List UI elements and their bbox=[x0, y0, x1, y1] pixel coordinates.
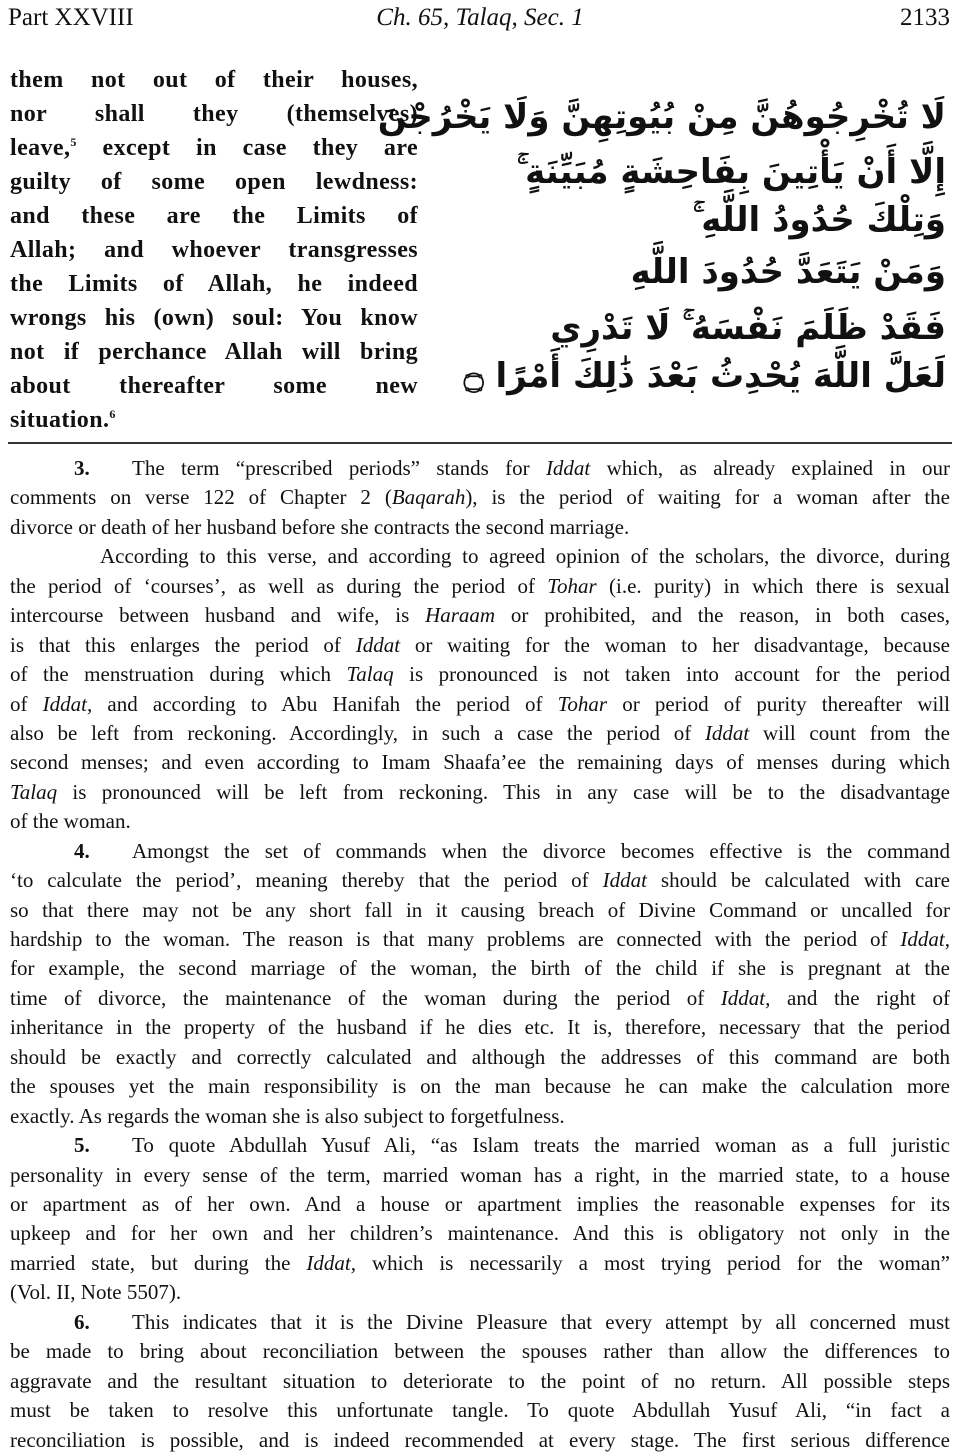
note-number: 5. bbox=[74, 1133, 90, 1158]
note-paragraph-start: 5. To quote Abdullah Yusuf Ali, “as Islam treats the married woman as a full juristic bbox=[74, 1133, 950, 1158]
note-line: exactly. As regards the woman she is also subject to forgetfulness. bbox=[10, 1103, 565, 1128]
verse-line: and these are the Limits of bbox=[10, 203, 418, 229]
verse-line: them not out of their houses, bbox=[10, 67, 418, 93]
arabic-line: وَتِلْكَ حُدُودُ اللَّهِ ۚ bbox=[692, 200, 946, 240]
italic-term: Tohar bbox=[547, 573, 597, 598]
note-line: also be left from reckoning. Accordingly, in such a case the period of Iddat will count from the bbox=[10, 720, 950, 745]
italic-term: Haraam bbox=[425, 603, 496, 628]
note-line: or apartment as of her own. And a house or apartment implies the reasonable expenses for its bbox=[10, 1192, 950, 1216]
italic-term: Iddat, bbox=[720, 985, 771, 1010]
verse-line: leave,$^5$ except in case they are bbox=[10, 135, 418, 161]
note-number: 3. bbox=[74, 456, 90, 480]
note-line: of the woman. bbox=[10, 809, 131, 834]
footnote-ref: 5 bbox=[70, 135, 77, 149]
note-line: upkeep and for her own and her children’s maintenance. And this is obligatory not only in the bbox=[10, 1221, 950, 1246]
arabic-line: إِلَّا أَنْ يَأْتِينَ بِفَاحِشَةٍ مُبَيِّنَةٍ ۚ bbox=[516, 152, 946, 192]
note-line: Talaq is pronounced will be left from reckoning. This in any case will be to the disadvantage bbox=[10, 779, 950, 804]
italic-term: Baqarah bbox=[391, 485, 466, 510]
italic-term: Iddat bbox=[355, 632, 401, 657]
note-paragraph-start: 3. The term “prescribed periods” stands for Iddat which, as already explained in our bbox=[74, 456, 950, 480]
note-line: intercourse between husband and wife, is Haraam or prohibited, and the reason, in both cases, bbox=[10, 603, 950, 628]
note-line: aggravate and the resultant situation to deteriorate to the point of no return. All possible steps bbox=[10, 1368, 950, 1393]
italic-term: Iddat, bbox=[306, 1250, 356, 1275]
note-line: reconciliation is possible, and is indeed recommended at every stage. The first serious difference bbox=[10, 1427, 950, 1452]
note-paragraph-start: According to this verse, and according to agreed opinion of the scholars, the divorce, during bbox=[100, 544, 950, 569]
footnote-ref: 6 bbox=[109, 407, 116, 421]
part-label: Part XXVIII bbox=[8, 4, 134, 31]
italic-term: Talaq bbox=[346, 662, 394, 687]
verse-line: situation.$^6$ bbox=[10, 407, 116, 433]
divider bbox=[8, 442, 952, 444]
note-line: divorce or death of her husband before she contracts the second marriage. bbox=[10, 514, 630, 539]
page-number: 2133 bbox=[900, 4, 950, 31]
note-line: the spouses yet the main responsibility is on the man because he can make the calculation more bbox=[10, 1074, 950, 1099]
italic-term: Iddat bbox=[545, 456, 591, 480]
note-line: (Vol. II, Note 5507). bbox=[10, 1280, 182, 1305]
verse-line: about thereafter some new bbox=[10, 373, 418, 399]
italic-term: Talaq bbox=[10, 779, 58, 804]
arabic-line: لَعَلَّ اللَّهَ يُحْدِثُ بَعْدَ ذَٰلِكَ أَمْرًا ۝ bbox=[463, 356, 946, 396]
note-line: the period of ‘courses’, as well as during the period of Tohar (i.e. purity) in which there is sexual bbox=[10, 573, 950, 598]
note-line: so that there may not be any short fall in it causing breach of Divine Command or uncalled for bbox=[10, 897, 950, 922]
verse-line: wrongs his (own) soul: You know bbox=[10, 305, 418, 331]
verse-line: guilty of some open lewdness: bbox=[10, 169, 418, 195]
note-line: of Iddat, and according to Abu Hanifah the period of Tohar or period of purity thereafter will bbox=[10, 691, 950, 716]
italic-term: Iddat bbox=[704, 720, 750, 745]
arabic-line: لَا تُخْرِجُوهُنَّ مِنْ بُيُوتِهِنَّ وَلَا يَخْرُجْنَ bbox=[377, 97, 946, 137]
note-line: is that this enlarges the period of Iddat or waiting for the woman to her disadvantage, because bbox=[10, 632, 950, 657]
italic-term: Iddat, bbox=[42, 691, 93, 716]
note-line: second menses; and even according to Imam Shaafa’ee the remaining days of menses during which bbox=[10, 750, 950, 775]
note-line: married state, but during the Iddat, which is necessarily a most trying period for the woman” bbox=[10, 1250, 950, 1275]
note-line: inheritance in the property of the husband if he dies etc. It is, therefore, necessary that the period bbox=[10, 1015, 950, 1040]
note-paragraph-start: 4. Amongst the set of commands when the divorce becomes effective is the command bbox=[74, 838, 950, 863]
italic-term: Tohar bbox=[557, 691, 608, 716]
note-line: be made to bring about reconciliation between the spouses rather than allow the differences to bbox=[10, 1339, 950, 1364]
chapter-heading: Ch. 65, Talaq, Sec. 1 bbox=[376, 4, 584, 31]
note-line: must be taken to resolve this unfortunate tangle. To quote Abdullah Yusuf Ali, “in fact a bbox=[10, 1398, 950, 1423]
note-number: 6. bbox=[74, 1309, 90, 1334]
note-line: ‘to calculate the period’, meaning thereby that the period of Iddat should be calculated with care bbox=[10, 868, 950, 893]
note-line: comments on verse 122 of Chapter 2 (Baqarah), is the period of waiting for a woman after the bbox=[10, 485, 950, 510]
note-paragraph-start: 6. This indicates that it is the Divine Pleasure that every attempt by all concerned must bbox=[74, 1309, 950, 1334]
verse-line: nor shall they (themselves) bbox=[10, 101, 418, 127]
italic-term: Iddat bbox=[602, 868, 647, 893]
arabic-line: فَقَدْ ظَلَمَ نَفْسَهُ ۚ لَا تَدْرِي bbox=[550, 308, 946, 348]
note-line: of the menstruation during which Talaq is pronounced is not taken into account for the period bbox=[10, 662, 950, 687]
note-line: hardship to the woman. The reason is that many problems are connected with the period of Iddat, bbox=[10, 927, 950, 952]
note-line: for example, the second marriage of the woman, the birth of the child if she is pregnant at the bbox=[10, 956, 950, 981]
arabic-line: وَمَنْ يَتَعَدَّ حُدُودَ اللَّهِ bbox=[630, 252, 946, 292]
note-number: 4. bbox=[74, 838, 90, 863]
note-line: should be exactly and correctly calculated and although the addresses of this command are both bbox=[10, 1044, 950, 1069]
note-line: time of divorce, the maintenance of the woman during the period of Iddat, and the right of bbox=[10, 985, 950, 1010]
note-line: personality in every sense of the term, married woman has a right, in the married state, to a house bbox=[10, 1162, 950, 1187]
italic-term: Iddat, bbox=[900, 927, 950, 952]
verse-line: the Limits of Allah, he indeed bbox=[10, 271, 418, 297]
verse-line: not if perchance Allah will bring bbox=[10, 339, 418, 365]
verse-line: Allah; and whoever transgresses bbox=[10, 237, 418, 263]
